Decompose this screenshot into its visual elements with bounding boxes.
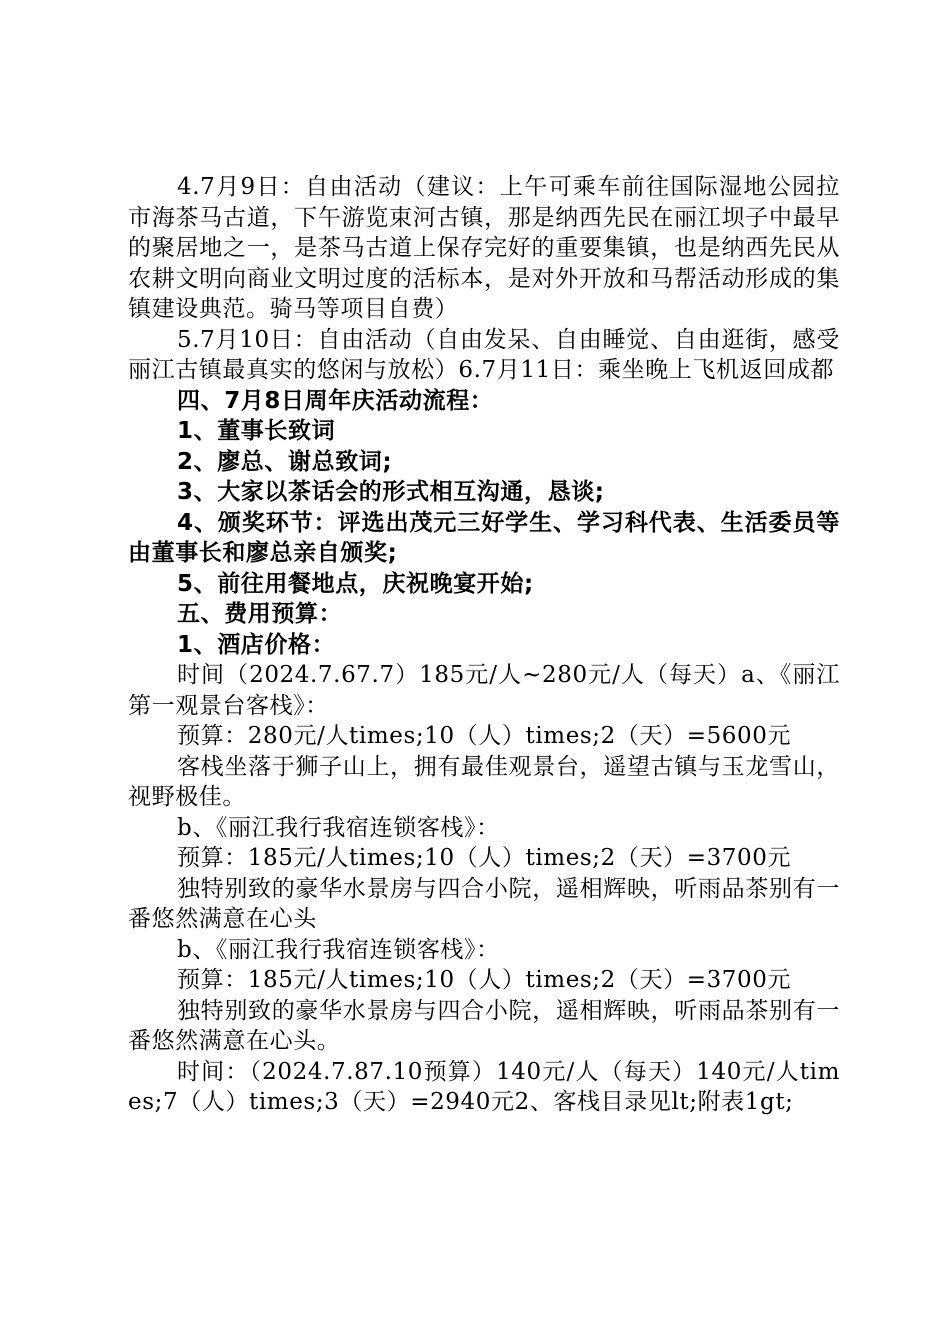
document-body xyxy=(128,172,840,1118)
option-b-description-repeat: 独特别致的豪华水景房与四合小院，遥相辉映，听雨品茶别有一番悠然满意在心头。 xyxy=(128,997,840,1054)
itinerary-day-5-6-paragraph: 5.7月10日：自由活动（自由发呆、自由睡觉、自由逛街，感受丽江古镇最真实的悠闲与放松）6.7月11日：乘坐晚上飞机返回成都 xyxy=(128,326,840,383)
hotel-period-and-option-a: 时间（2024.7.67.7）185元/人~280元/人（每天）a、《丽江第一观景台客栈》： xyxy=(128,662,840,719)
option-a-description: 客栈坐落于狮子山上，拥有最佳观景台，遥望古镇与玉龙雪山，视野极佳。 xyxy=(128,753,840,810)
program-item-5: 5、前往用餐地点，庆祝晚宴开始; xyxy=(177,570,534,597)
program-item-4: 4、颁奖环节：评选出茂元三好学生、学习科代表、生活委员等由董事长和廖总亲自颁奖; xyxy=(128,509,840,566)
budget-subheading-hotel-price: 1、酒店价格： xyxy=(177,631,336,658)
section-heading-budget: 五、费用预算： xyxy=(177,601,343,627)
option-b-budget-repeat: 预算：185元/人times;10（人）times;2（天）=3700元 xyxy=(177,967,792,993)
second-period-budget: 时间：（2024.7.87.10预算）140元/人（每天）140元/人times;7（人）times;3（天）=2940元2、客栈目录见lt;附表1gt; xyxy=(128,1058,840,1115)
option-b-title-repeat: b、《丽江我行我宿连锁客栈》： xyxy=(177,936,500,963)
option-b-description: 独特别致的豪华水景房与四合小院，遥相辉映，听雨品茶别有一番悠然满意在心头 xyxy=(128,875,840,932)
itinerary-day-4-paragraph: 4.7月9日：自由活动（建议：上午可乘车前往国际湿地公园拉市海茶马古道，下午游览束河古镇，那是纳西先民在丽江坝子中最早的聚居地之一，是茶马古道上保存完好的重要集镇，也是纳西先民从农耕文明向商业文明过度的活标本，是对外开放和马帮活动形成的集镇建设典范。骑马等项目自费） xyxy=(128,174,840,322)
section-heading-anniversary-program: 四、7月8日周年庆活动流程： xyxy=(177,387,494,414)
program-item-1: 1、董事长致词 xyxy=(177,418,336,444)
option-b-title: b、《丽江我行我宿连锁客栈》： xyxy=(177,814,500,841)
option-a-budget: 预算：280元/人times;10（人）times;2（天）=5600元 xyxy=(177,723,792,749)
program-item-2: 2、廖总、谢总致词; xyxy=(177,448,393,475)
option-b-budget: 预算：185元/人times;10（人）times;2（天）=3700元 xyxy=(177,845,792,871)
program-item-3: 3、大家以茶话会的形式相互沟通，恳谈; xyxy=(177,479,605,505)
